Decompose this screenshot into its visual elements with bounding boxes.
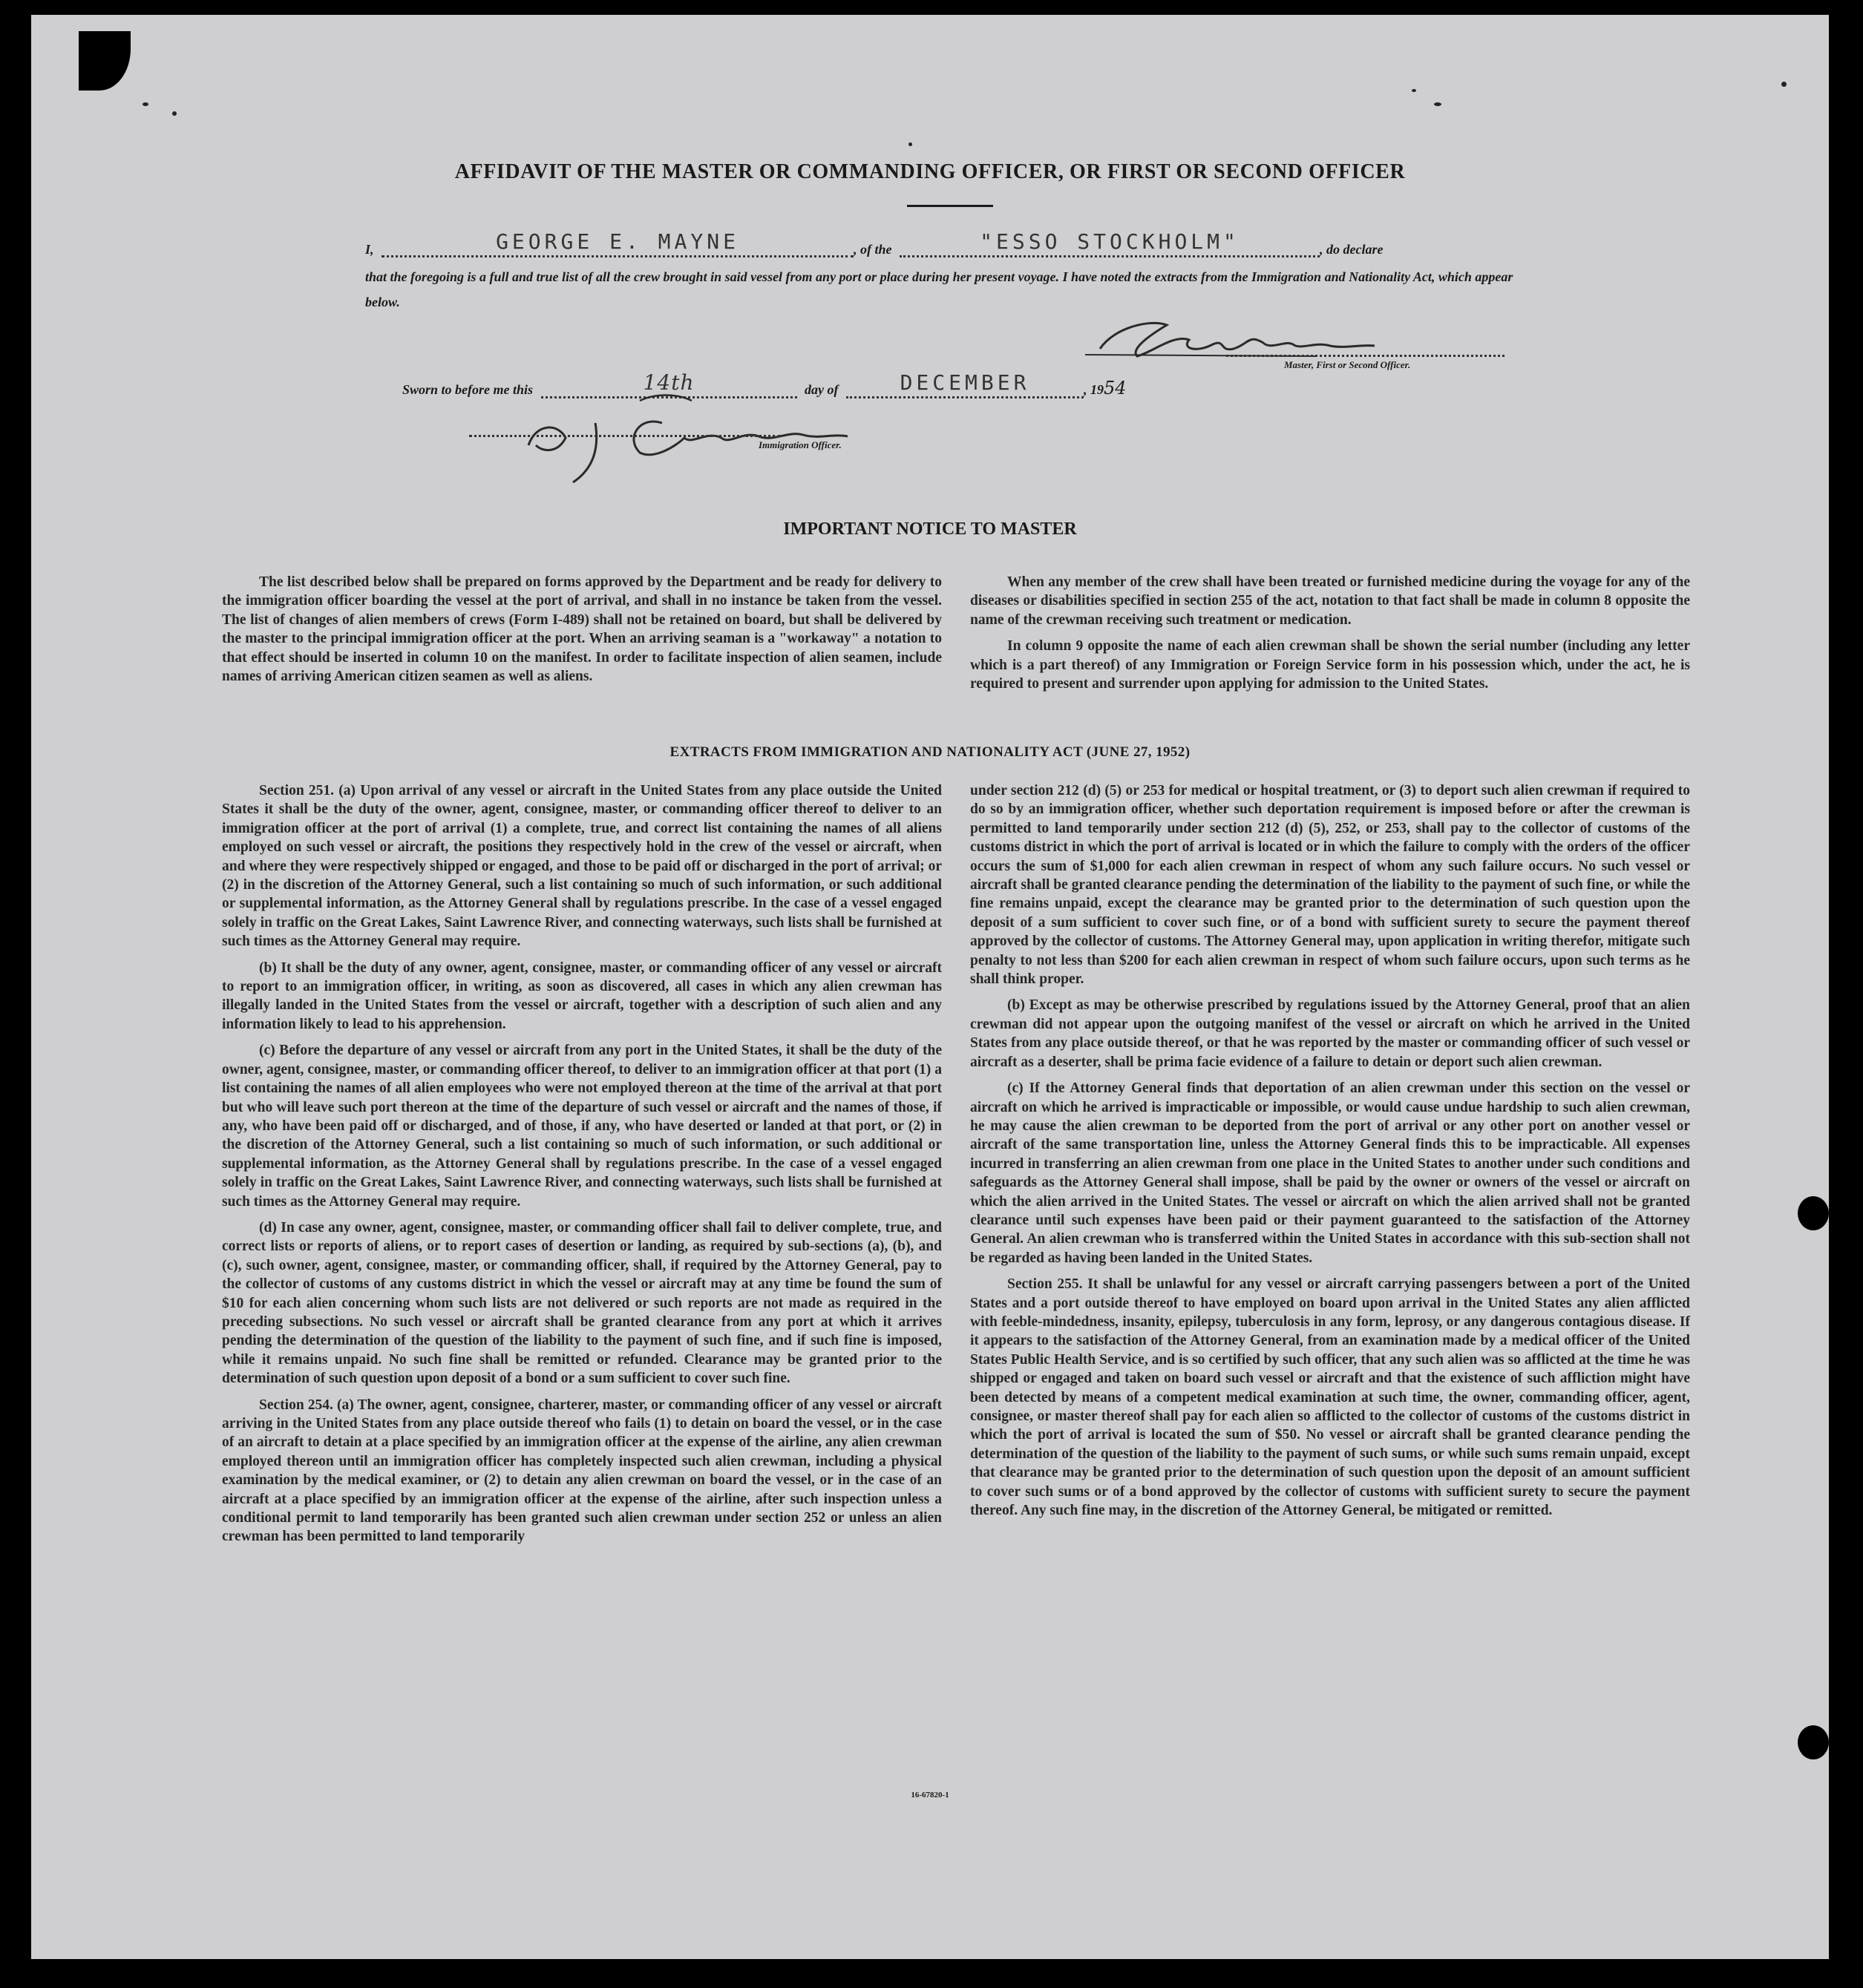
notice-left-paragraph: The list described below shall be prepared on forms approved by the Department and be ready for delivery to the immigration officer boarding the vessel at the port of arrival, and shall in no instance be taken from the vessel. The list of changes of alien members of crews (Form I-489) shall not be retained on board, but shall be delivered by the master to the principal immigration officer at the port. When an arriving seaman is a "workaway" a notation to that effect should be inserted in column 10 on the manifest. In order to facilitate inspection of alien seamen, include names of arriving American citizen seamen as well as aliens. bbox=[222, 574, 942, 685]
section-254-c: (c) If the Attorney General finds that deportation of an alien crewman under this section on the vessel or aircraft on which he arrived is impracticable or impossible, or would cause undue hardship to such alien crewman, he may cause the alien crewman to be deported from the port of arrival or any other port on another vessel or aircraft of the same transportation line, unless the Attorney General finds this to be impracticable. All expenses incurred in transferring an alien crewman from one place in the United States to another under such conditions and safeguards as the Attorney General shall impose, shall be paid by the owner or owners of the vessel or aircraft on which the alien arrived in the United States. The vessel or aircraft on which the alien arrived shall not be granted clearance until such expenses have been paid or their payment guaranteed to the satisfaction of the Attorney General. An alien crewman who is transferred within the United States in accordance with this sub-section shall not be regarded as having been landed in the United States. bbox=[970, 1080, 1690, 1266]
declarant-prefix: I, bbox=[365, 242, 374, 257]
sworn-month: DECEMBER bbox=[900, 370, 1030, 395]
sworn-prefix: Sworn to before me this bbox=[402, 382, 534, 397]
vessel-name-field bbox=[900, 229, 1320, 257]
document-page bbox=[31, 15, 1829, 1959]
sworn-day: 14th bbox=[643, 370, 695, 395]
speck bbox=[1781, 82, 1787, 87]
section-254-b: (b) Except as may be otherwise prescribed by regulations issued by the Attorney General, proof that an alien crewman did not appear upon the outgoing manifest of the vessel or aircraft on which he arrived in the United States from any place outside thereof, or that he was reported by the master or commanding officer of such vessel or aircraft as a deserter, shall be prima facie evidence of a failure to detain or deport such alien crewman. bbox=[970, 997, 1690, 1070]
extracts-left-column bbox=[222, 781, 942, 1554]
speck bbox=[908, 142, 912, 146]
section-251-b: (b) It shall be the duty of any owner, agent, consignee, master, or commanding officer of any vessel or aircraft to report to an immigration officer, in writing, as soon as discovered, all cases in which any alien crewman has illegally landed in the United States from the vessel or aircraft, together with a description of such alien and any information likely to lead to his apprehension. bbox=[222, 959, 942, 1032]
declaration-line bbox=[365, 229, 1384, 257]
speck bbox=[1434, 102, 1441, 106]
declaration-text: that the foregoing is a full and true list of all the crew brought in said vessel from any port or place during her present voyage. I have noted the extracts from the Immigration and Nationality Act, which appear below. bbox=[365, 269, 1513, 309]
do-declare-label: , do declare bbox=[1320, 242, 1384, 257]
officer-signature-line bbox=[469, 435, 781, 437]
notice-right-paragraph-1: When any member of the crew shall have been treated or furnished medicine during the voyage for any of the diseases or disabilities specified in section 255 of the act, notation to that fact shall be made in column 8 opposite the name of the crewman receiving such treatment or medication. bbox=[970, 574, 1690, 628]
vessel-name: "ESSO STOCKHOLM" bbox=[980, 229, 1240, 254]
notice-title: IMPORTANT NOTICE TO MASTER bbox=[783, 519, 1077, 539]
punch-hole bbox=[1798, 1725, 1829, 1759]
title-rule bbox=[907, 205, 993, 207]
master-name: GEORGE E. MAYNE bbox=[496, 229, 739, 254]
master-name-field bbox=[382, 229, 854, 257]
officer-caption: Immigration Officer. bbox=[759, 439, 842, 450]
extracts-title: EXTRACTS FROM IMMIGRATION AND NATIONALITY ACT (JUNE 27, 1952) bbox=[669, 744, 1191, 760]
affidavit-title: AFFIDAVIT OF THE MASTER OR COMMANDING OFFICER, OR FIRST OR SECOND OFFICER bbox=[454, 160, 1406, 183]
year-prefix: , 19 bbox=[1084, 382, 1104, 397]
day-of-label: day of bbox=[805, 382, 839, 397]
section-251-c: (c) Before the departure of any vessel or aircraft from any port in the United States, it shall be the duty of the owner, agent, consignee, master, or commanding officer thereof, to deliver to an immigration officer at that port (1) a list containing the names of all alien employees who were not employed thereon at the time of the arrival at that port but who will leave such port thereon at the time of the departure of such vessel or aircraft and the names of those, if any, who have been paid off or discharged, and of those, if any, who have deserted or landed at that port, or (2) in the discretion of the Attorney General, such a list containing so much of such information, or such additional or supplemental information, as the Attorney General shall by regulations prescribe. In the case of a vessel engaged solely in traffic on the Great Lakes, Saint Lawrence River, and connecting waterways, such lists shall be furnished at such times as the Attorney General may require. bbox=[222, 1043, 942, 1210]
of-the-label: , of the bbox=[854, 242, 892, 257]
speck bbox=[1412, 89, 1416, 92]
punch-hole bbox=[1798, 1196, 1829, 1230]
torn-corner bbox=[79, 31, 131, 91]
form-code: 16-67820-1 bbox=[911, 1791, 949, 1800]
section-251-d: (d) In case any owner, agent, consignee, master, or commanding officer shall fail to deliver complete, true, and correct lists or reports of aliens, or to report cases of desertion or landing, as required by sub-sections (a), (b), and (c), such owner, agent, consignee, master, or commanding officer, shall, if required by the Attorney General, pay to the collector of customs of any customs district in which the vessel or aircraft may at any time be found the sum of $10 for each alien concerning whom such lists are not delivered or such reports are not made as required in the preceding subsections. No such vessel or aircraft shall be granted clearance from any port at which it arrives pending the determination of the question of the liability to the payment of such fine, and if such fine is imposed, while it remains unpaid. No such fine shall be remitted or refunded. Clearance may be granted prior to the determination of such question upon deposit of a bond or a sum sufficient to cover such fine. bbox=[222, 1219, 942, 1387]
sworn-year: 54 bbox=[1104, 378, 1127, 398]
notice-left-column bbox=[222, 573, 942, 693]
speck bbox=[172, 111, 177, 116]
notice-right-column bbox=[970, 573, 1690, 701]
section-255: Section 255. It shall be unlawful for any vessel or aircraft carrying passengers between a port of the United States and a port outside thereof to have employed on board upon arrival in the United States any alien afflicted with feeble-mindedness, insanity, epilepsy, tuberculosis in any form, leprosy, or any dangerous contagious disease. If it appears to the satisfaction of the Attorney General, from an examination made by a medical officer of the United States Public Health Service, and is so certified by such officer, that any such alien was so afflicted at the time he was shipped or engaged and taken on board such vessel or aircraft and that the existence of such affliction might have been detected by means of a competent medical examination at such time, the owner, commanding officer, agent, consignee, or master thereof shall pay for each alien so afflicted to the collector of customs of the customs district in which the port of arrival is located the sum of $50. No vessel or aircraft shall be granted clearance pending the determination of the question of the liability to the payment of such sums, or while such sums remain unpaid, except that clearance may be granted prior to the determination of such question upon the deposit of an amount sufficient to cover such sums or of a bond approved by the collector of customs with sufficient surety to secure the payment thereof. Any such fine may, in the discretion of the Attorney General, be mitigated or remitted. bbox=[970, 1276, 1690, 1519]
master-signature-caption: Master, First or Second Officer. bbox=[1284, 359, 1411, 370]
notice-right-paragraph-2: In column 9 opposite the name of each alien crewman shall be shown the serial number (including any letter which is a part thereof) of any Immigration or Foreign Service form in his possession which, under the act, he is required to present and surrender upon applying for admission to the United States. bbox=[970, 638, 1690, 692]
speck bbox=[143, 102, 148, 106]
section-254-a: Section 254. (a) The owner, agent, consignee, charterer, master, or commanding officer of any vessel or aircraft arriving in the United States from any place outside thereof who fails (1) to detain on board the vessel, or in the case of an aircraft to detain at a place specified by an immigration officer at the expense of the airline, any alien crewman employed thereon until an immigration officer has completely inspected such alien crewman, including a physical examination by the medical examiner, or (2) to detain any alien crewman on board the vessel, or in the case of an aircraft at a place specified by an immigration officer at the expense of the airline, after such inspection unless a conditional permit to land temporarily has been granted such alien crewman under section 252 or unless an alien crewman has been permitted to land temporarily bbox=[222, 1397, 942, 1545]
extracts-right-column bbox=[970, 781, 1690, 1527]
section-251-a: Section 251. (a) Upon arrival of any vessel or aircraft in the United States from any place outside the United States it shall be the duty of the owner, agent, consignee, master, or commanding officer thereof to deliver to an immigration officer at the port of arrival (1) a complete, true, and correct list containing the names of all aliens employed on such vessel or aircraft, the positions they respectively hold in the crew of the vessel or aircraft, when and where they were respectively shipped or engaged, and those to be paid off or discharged in the port of arrival; or (2) in the discretion of the Attorney General, such a list containing so much of such information, or such additional or supplemental information, as the Attorney General shall by regulations prescribe. In the case of a vessel engaged solely in traffic on the Great Lakes, Saint Lawrence River, and connecting waterways, such lists shall be furnished at such times as the Attorney General may require. bbox=[222, 783, 942, 950]
master-signature-line bbox=[1226, 355, 1505, 357]
section-254-a-continued: under section 212 (d) (5) or 253 for medical or hospital treatment, or (3) to deport such alien crewman if required to do so by an immigration officer, whether such deportation requirement is imposed before or after the crewman is permitted to land temporarily under section 212 (d) (5), 252, or 253, shall pay to the collector of customs of the customs district in which the port of arrival is located or in which the failure to comply with the orders of the officer occurs the sum of $1,000 for each alien crewman in respect of whom any such failure occurs. No such vessel or aircraft shall be granted clearance pending the determination of the liability to the payment of such fine, or while the fine remains unpaid, except the clearance may be granted prior to the determination of such question upon the deposit of a sum sufficient to cover such fine, or of a bond with sufficient surety to secure the payment thereof approved by the collector of customs. The Attorney General may, upon application in writing therefor, mitigate such penalty to not less than $200 for each alien crewman in respect of whom such failure occurs, upon such terms as he shall think proper. bbox=[970, 783, 1690, 988]
